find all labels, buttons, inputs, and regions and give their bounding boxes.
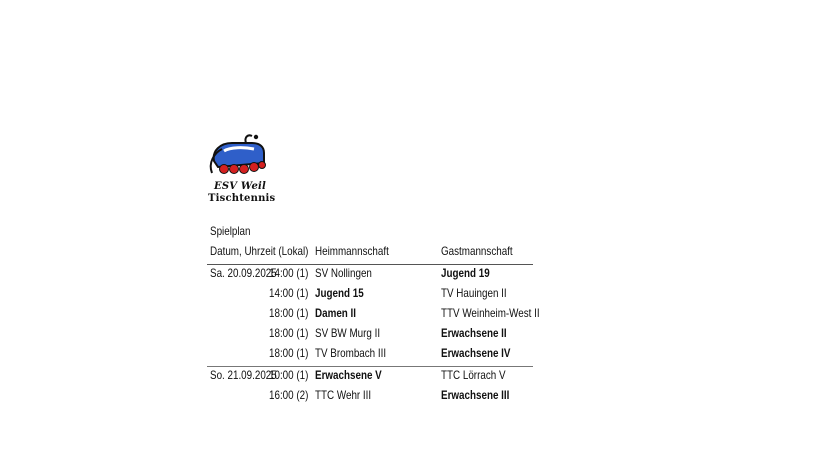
table-row (0, 326, 815, 346)
page-title: Spielplan (210, 224, 251, 238)
match-time: 14:00 (1) (269, 286, 309, 300)
header-divider (207, 264, 533, 265)
match-time: 10:00 (1) (269, 368, 309, 382)
home-team: SV Nollingen (315, 266, 372, 280)
guest-team: TTV Weinheim-West II (441, 306, 540, 320)
match-time: 18:00 (1) (269, 326, 309, 340)
home-team: TV Brombach III (315, 346, 387, 360)
table-row (0, 368, 815, 388)
header-guest-team: Gastmannschaft (441, 244, 513, 258)
table-row (0, 346, 815, 366)
home-team: Damen II (315, 306, 357, 320)
date-group-divider (207, 366, 533, 367)
home-team: TTC Wehr III (315, 388, 372, 402)
table-row (0, 306, 815, 326)
table-row (0, 286, 815, 306)
home-team: Jugend 15 (315, 286, 364, 300)
logo-club-name: ESV Weil (214, 181, 267, 192)
club-logo (206, 133, 274, 207)
match-date: So. 21.09.2025 (210, 368, 277, 382)
match-time: 14:00 (1) (269, 266, 309, 280)
guest-team: TTC Lörrach V (441, 368, 506, 382)
table-row (0, 388, 815, 408)
logo-department: Tischtennis (208, 193, 276, 204)
header-home-team: Heimmannschaft (315, 244, 389, 258)
match-time: 16:00 (2) (269, 388, 309, 402)
guest-team: Jugend 19 (441, 266, 490, 280)
table-row (0, 266, 815, 286)
home-team: SV BW Murg II (315, 326, 381, 340)
match-date: Sa. 20.09.2025 (210, 266, 277, 280)
match-time: 18:00 (1) (269, 346, 309, 360)
guest-team: Erwachsene III (441, 388, 510, 402)
guest-team: Erwachsene II (441, 326, 507, 340)
table-tennis-train-icon (208, 133, 272, 183)
guest-team: Erwachsene IV (441, 346, 511, 360)
match-time: 18:00 (1) (269, 306, 309, 320)
header-date-time: Datum, Uhrzeit (Lokal) (210, 244, 309, 258)
guest-team: TV Hauingen II (441, 286, 507, 300)
home-team: Erwachsene V (315, 368, 382, 382)
